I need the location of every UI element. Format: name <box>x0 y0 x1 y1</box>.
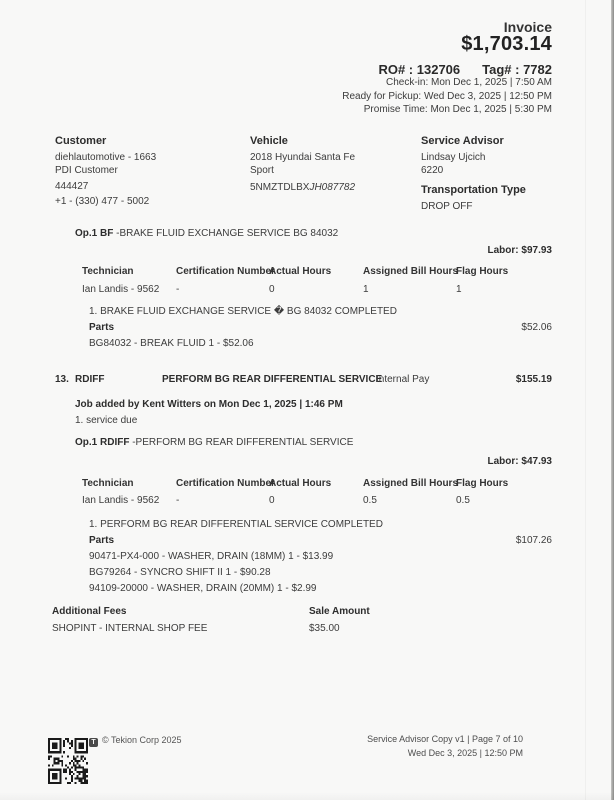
bf-part-line: BG84032 - BREAK FLUID 1 - $52.06 <box>89 338 254 349</box>
additional-fees-heading: Additional Fees <box>52 606 127 617</box>
footer-copyright <box>89 735 182 747</box>
scan-crease-line <box>585 0 586 800</box>
bf-op-desc: -BRAKE FLUID EXCHANGE SERVICE BG 84032 <box>113 228 339 239</box>
rdiff-flag-hours: 0.5 <box>456 495 470 506</box>
sale-amount-heading: Sale Amount <box>309 606 370 617</box>
rdiff-part-line-3: 94109-20000 - WASHER, DRAIN (20MM) 1 - $2.99 <box>89 583 317 594</box>
fee-amount: $35.00 <box>309 623 340 634</box>
rdiff-cert-number: - <box>176 495 180 506</box>
customer-type: PDI Customer <box>55 165 118 176</box>
rdiff-pay-type: Internal Pay <box>376 374 430 385</box>
invoice-total-amount: $1,703.14 <box>461 33 552 55</box>
col-certification-number: Certification Number <box>176 478 275 489</box>
rdiff-completion-note: 1. PERFORM BG REAR DIFFERENTIAL SERVICE COMPLETED <box>89 519 383 530</box>
bf-tech-table-row <box>82 284 546 295</box>
rdiff-op-code: Op.1 RDIFF <box>75 437 130 448</box>
rdiff-tech-table-row <box>82 495 546 506</box>
customer-number: 444427 <box>55 181 89 192</box>
tag-number: Tag# : 7782 <box>482 62 552 77</box>
bf-parts-total: $52.06 <box>521 322 552 333</box>
bf-cert-number: - <box>176 284 180 295</box>
ro-number: RO# : 132706 <box>378 62 461 77</box>
vin-italic: JH087782 <box>309 182 356 193</box>
rdiff-part-line-1: 90471-PX4-000 - WASHER, DRAIN (18MM) 1 - $13.99 <box>89 551 334 562</box>
col-flag-hours: Flag Hours <box>456 266 509 277</box>
rdiff-parts-label: Parts <box>89 535 115 546</box>
col-technician: Technician <box>82 266 134 277</box>
bf-completion-note: 1. BRAKE FLUID EXCHANGE SERVICE � BG 84032 COMPLETED <box>89 306 397 317</box>
customer-phone: +1 - (330) 477 - 5002 <box>55 196 150 207</box>
rdiff-assigned-hours: 0.5 <box>363 495 377 506</box>
col-certification-number: Certification Number <box>176 266 275 277</box>
col-actual-hours: Actual Hours <box>269 266 332 277</box>
ro-tag-line <box>378 62 552 77</box>
bf-op-code: Op.1 BF <box>75 228 114 239</box>
customer-block <box>55 135 156 208</box>
print-timestamp: Wed Dec 3, 2025 | 12:50 PM <box>407 748 523 758</box>
rdiff-job-added-note: Job added by Kent Witters on Mon Dec 1, 2025 | 1:46 PM <box>75 399 343 410</box>
ready-for-pickup-time: Ready for Pickup: Wed Dec 3, 2025 | 12:50 PM <box>342 91 552 102</box>
bf-assigned-hours: 1 <box>363 284 369 295</box>
rdiff-technician: Ian Landis - 9562 <box>82 495 160 506</box>
customer-heading: Customer <box>55 135 107 147</box>
vehicle-heading: Vehicle <box>250 135 288 147</box>
rdiff-item-code: RDIFF <box>75 374 105 385</box>
rdiff-tech-table-header <box>82 478 546 489</box>
vehicle-model-line1: 2018 Hyundai Santa Fe <box>250 152 356 163</box>
fee-name: SHOPINT - INTERNAL SHOP FEE <box>52 623 208 634</box>
rdiff-op-desc: -PERFORM BG REAR DIFFERENTIAL SERVICE <box>129 437 354 448</box>
bf-parts-label: Parts <box>89 322 115 333</box>
checkin-time: Check-in: Mon Dec 1, 2025 | 7:50 AM <box>385 77 552 88</box>
vehicle-block <box>250 135 355 194</box>
rdiff-parts-total: $107.26 <box>515 535 552 546</box>
bf-actual-hours: 0 <box>269 284 275 295</box>
rdiff-service-due-note: 1. service due <box>75 415 138 426</box>
promise-time: Promise Time: Mon Dec 1, 2025 | 5:30 PM <box>363 104 552 115</box>
vehicle-model-line2: Sport <box>250 165 274 176</box>
bf-tech-table-header <box>82 266 546 277</box>
bf-op-title <box>75 228 338 239</box>
service-advisor-block <box>421 135 504 177</box>
rdiff-item-title: PERFORM BG REAR DIFFERENTIAL SERVICE <box>162 374 383 385</box>
service-advisor-number: 6220 <box>421 165 444 176</box>
col-assigned-bill-hours: Assigned Bill Hours <box>363 478 459 489</box>
copy-version-page: Service Advisor Copy v1 | Page 7 of 10 <box>367 734 523 744</box>
rdiff-part-line-2: BG79264 - SYNCRO SHIFT II 1 - $90.28 <box>89 567 271 578</box>
col-flag-hours: Flag Hours <box>456 478 509 489</box>
scan-bottom-edge <box>0 792 614 800</box>
rdiff-op-title <box>75 437 353 448</box>
copyright-text: © Tekion Corp 2025 <box>102 735 182 745</box>
bf-labor-amount: Labor: $97.93 <box>487 245 552 256</box>
customer-name: diehlautomotive - 1663 <box>55 152 157 163</box>
rdiff-actual-hours: 0 <box>269 495 275 506</box>
rdiff-amount: $155.19 <box>515 374 552 385</box>
col-technician: Technician <box>82 478 134 489</box>
tekion-logo-icon: T <box>89 738 98 747</box>
col-assigned-bill-hours: Assigned Bill Hours <box>363 266 459 277</box>
rdiff-labor-amount: Labor: $47.93 <box>487 456 552 467</box>
qr-code <box>48 738 88 784</box>
bf-technician: Ian Landis - 9562 <box>82 284 160 295</box>
service-advisor-heading: Service Advisor <box>421 135 504 147</box>
vin-plain: 5NMZTDLBX <box>250 182 310 193</box>
invoice-title: Invoice <box>503 19 552 35</box>
vehicle-vin <box>250 181 355 194</box>
transportation-value: DROP OFF <box>421 201 473 212</box>
col-actual-hours: Actual Hours <box>269 478 332 489</box>
bf-flag-hours: 1 <box>456 284 462 295</box>
transportation-block <box>421 184 526 213</box>
rdiff-item-number: 13. <box>55 374 69 385</box>
transportation-heading: Transportation Type <box>421 184 526 196</box>
service-advisor-name: Lindsay Ujcich <box>421 152 486 163</box>
footer-page-info <box>367 732 523 760</box>
